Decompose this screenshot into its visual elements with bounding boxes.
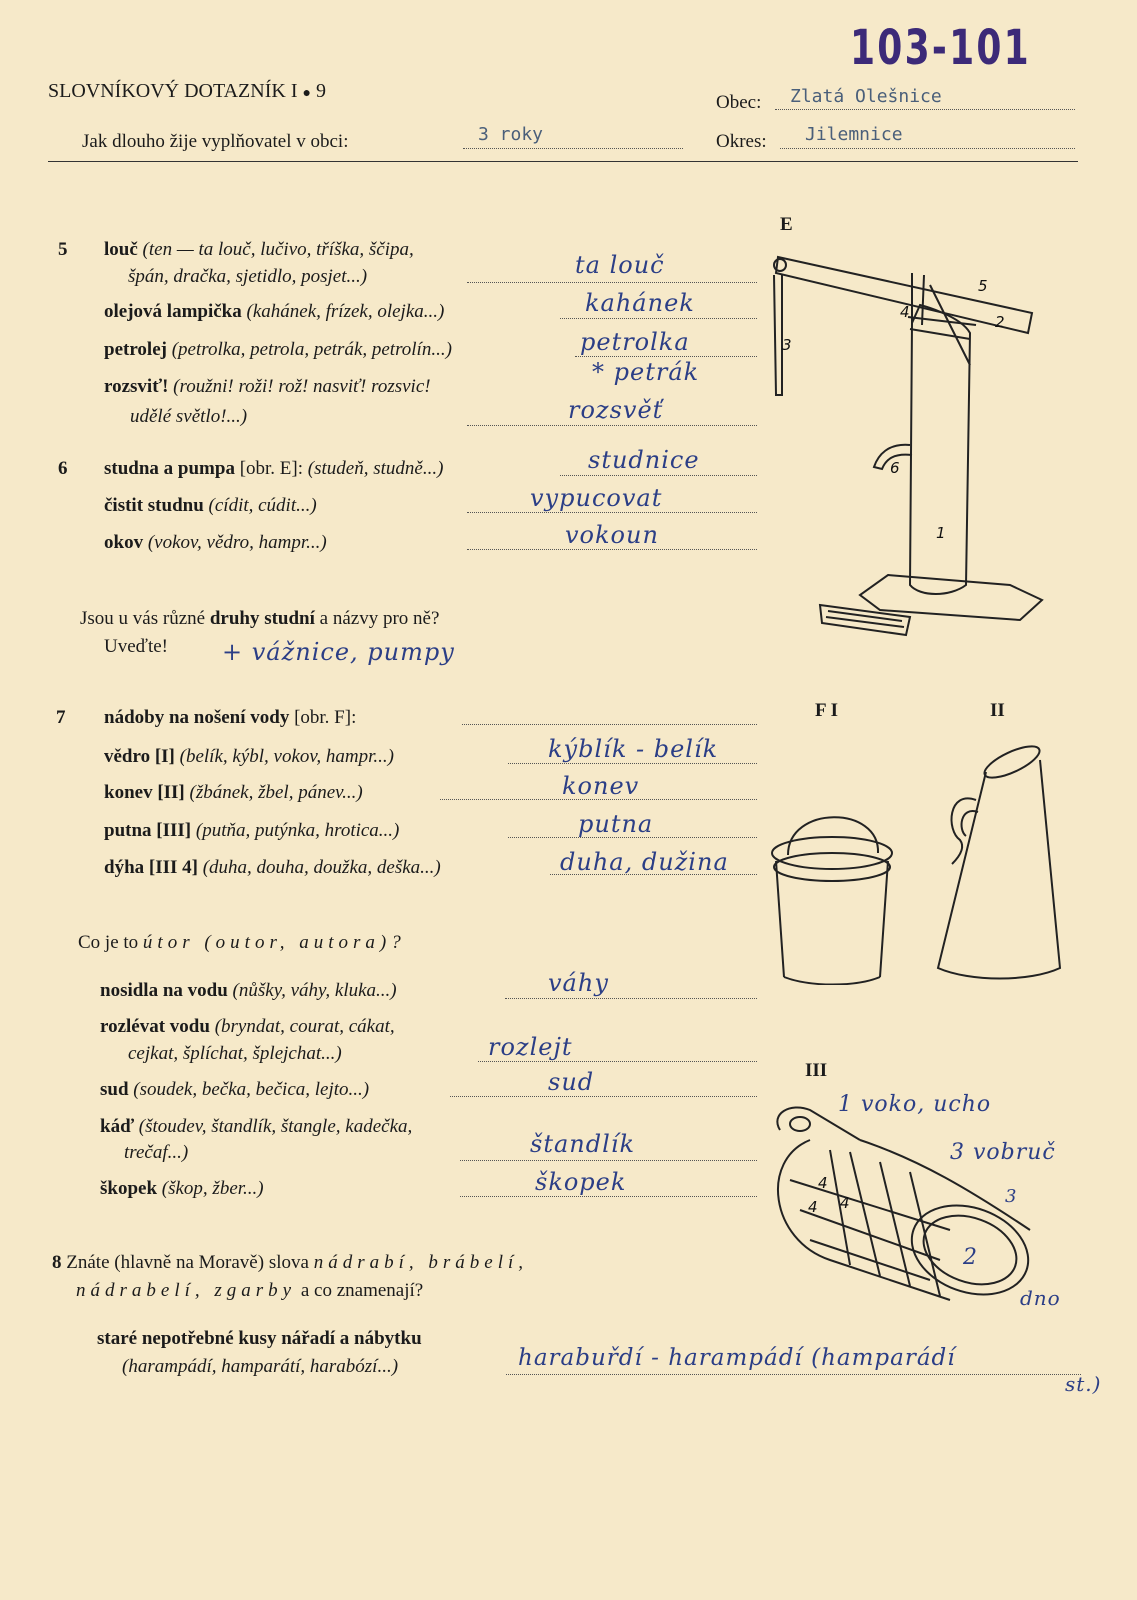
- pump-illustration: [770, 245, 1070, 640]
- obec-value: Zlatá Olešnice: [790, 86, 942, 107]
- pump-number-6: 6: [890, 459, 900, 477]
- pump-number-3: 3: [782, 336, 792, 354]
- tub-number-2: 2: [963, 1245, 978, 1270]
- question-druhy-studni: Jsou u vás různé druhy studní a názvy pro ně?: [80, 608, 440, 629]
- tub-number-3: 3: [1005, 1186, 1018, 1207]
- figure-e-label: E: [780, 214, 793, 235]
- pump-number-5: 5: [978, 277, 988, 295]
- pump-number-4: 4: [900, 303, 910, 321]
- item-nosidla: nosidla na vodu (nůšky, váhy, kluka...): [100, 980, 397, 1001]
- jug-illustration: [930, 740, 1070, 985]
- item-stare-kusy: staré nepotřebné kusy nářadí a nábytku: [97, 1328, 422, 1349]
- tub-number-4b: 4: [840, 1194, 850, 1212]
- item-studna: studna a pumpa [obr. E]: (studeň, studně...): [104, 458, 444, 479]
- section-5-number: 5: [58, 239, 68, 260]
- section-8-question-line2: nádrabelí, zgarby a co znamenají?: [76, 1280, 424, 1301]
- pump-number-2: 2: [995, 313, 1005, 331]
- answer-druhy-studni: + vážnice, pumpy: [222, 638, 455, 666]
- answer-putna: putna: [578, 810, 654, 838]
- answer-petrolej-alt: * petrák: [592, 358, 700, 386]
- item-stare-kusy-variants: (harampádí, hamparátí, harabózí...): [122, 1356, 399, 1377]
- item-cistit: čistit studnu (cídit, cúdit...): [104, 495, 317, 516]
- item-vedro: vědro [I] (belík, kýbl, vokov, hampr...): [104, 746, 395, 767]
- tub-note-dno: dno: [1020, 1286, 1061, 1310]
- section-6-number: 6: [58, 458, 68, 479]
- answer-lampicka: kahánek: [585, 289, 695, 317]
- question-utor: Co je to útor (outor, autora)?: [78, 932, 406, 953]
- obec-label: Obec:: [716, 92, 762, 113]
- answer-rozsvit: rozsvěť: [568, 396, 664, 424]
- figure-f2-label: II: [990, 700, 1005, 721]
- answer-louc: ta louč: [575, 251, 665, 279]
- document-number: 103-101: [850, 20, 1031, 76]
- answer-stare-kusy-cont: st.): [1065, 1372, 1102, 1396]
- tub-number-4a: 4: [818, 1174, 828, 1192]
- bucket-illustration: [770, 805, 900, 985]
- figure-f-label: F I: [815, 700, 839, 721]
- okres-value: Jilemnice: [805, 124, 903, 145]
- item-dyha: dýha [III 4] (duha, douha, doužka, deška...): [104, 857, 441, 878]
- item-petrolej: petrolej (petrolka, petrola, petrák, petrolín...): [104, 339, 452, 360]
- okres-label: Okres:: [716, 131, 767, 152]
- item-louc-variants: špán, dračka, sjetidlo, posjet...): [128, 266, 368, 287]
- item-kad-variants: trečaf...): [124, 1142, 189, 1163]
- section-7-number: 7: [56, 707, 66, 728]
- answer-petrolej: petrolka: [580, 328, 690, 356]
- tub-note-3: 3 vobruč: [950, 1140, 1056, 1165]
- question-uvedte: Uveďte!: [104, 636, 168, 657]
- item-rozsvit-variants: udělé světlo!...): [130, 406, 248, 427]
- item-louc: louč (ten — ta louč, lučivo, tříška, ščipa,: [104, 239, 414, 260]
- item-rozlevat: rozlévat vodu (bryndat, courat, cákat,: [100, 1016, 395, 1037]
- answer-rozlevat: rozlejt: [488, 1033, 573, 1061]
- item-putna: putna [III] (putňa, putýnka, hrotica...): [104, 820, 400, 841]
- item-rozsvit: rozsviť! (roužni! roži! rož! nasviť! rozsvic!: [104, 376, 431, 397]
- tub-note-1: 1 voko, ucho: [838, 1092, 992, 1117]
- item-lampicka: olejová lampička (kahánek, frízek, olejka...): [104, 301, 445, 322]
- answer-sud: sud: [548, 1068, 595, 1096]
- answer-kad: štandlík: [530, 1130, 635, 1158]
- item-skopek: škopek (škop, žber...): [100, 1178, 264, 1199]
- answer-okov: vokoun: [565, 521, 659, 549]
- tub-number-4c: 4: [808, 1198, 818, 1216]
- header-rule: [48, 161, 1078, 162]
- answer-stare-kusy: harabuřdí - harampádí (hamparádí: [518, 1345, 956, 1371]
- answer-vedro: kýblík - belík: [548, 735, 719, 763]
- residence-value: 3 roky: [478, 124, 544, 145]
- item-sud: sud (soudek, bečka, bečica, lejto...): [100, 1079, 370, 1100]
- heading-nadoby: nádoby na nošení vody [obr. F]:: [104, 707, 357, 728]
- item-konev: konev [II] (žbánek, žbel, pánev...): [104, 782, 363, 803]
- answer-skopek: škopek: [535, 1168, 627, 1196]
- answer-studna: studnice: [588, 446, 700, 474]
- answer-dyha: duha, dužina: [560, 848, 729, 876]
- item-rozlevat-variants: cejkat, šplíchat, šplejchat...): [128, 1043, 342, 1064]
- answer-nosidla: váhy: [548, 969, 609, 997]
- form-title: SLOVNÍKOVÝ DOTAZNÍK I ● 9: [48, 80, 326, 102]
- item-okov: okov (vokov, vědro, hampr...): [104, 532, 327, 553]
- figure-iii-label: III: [805, 1060, 828, 1081]
- pump-number-1: 1: [936, 524, 946, 542]
- item-kad: káď (štoudev, štandlík, štangle, kadečka,: [100, 1116, 413, 1137]
- residence-question: Jak dlouho žije vyplňovatel v obci:: [82, 131, 349, 152]
- section-8-question: 8 Znáte (hlavně na Moravě) slova nádrabí, brábelí,: [52, 1252, 528, 1273]
- answer-cistit: vypucovat: [530, 484, 663, 512]
- answer-konev: konev: [562, 772, 640, 800]
